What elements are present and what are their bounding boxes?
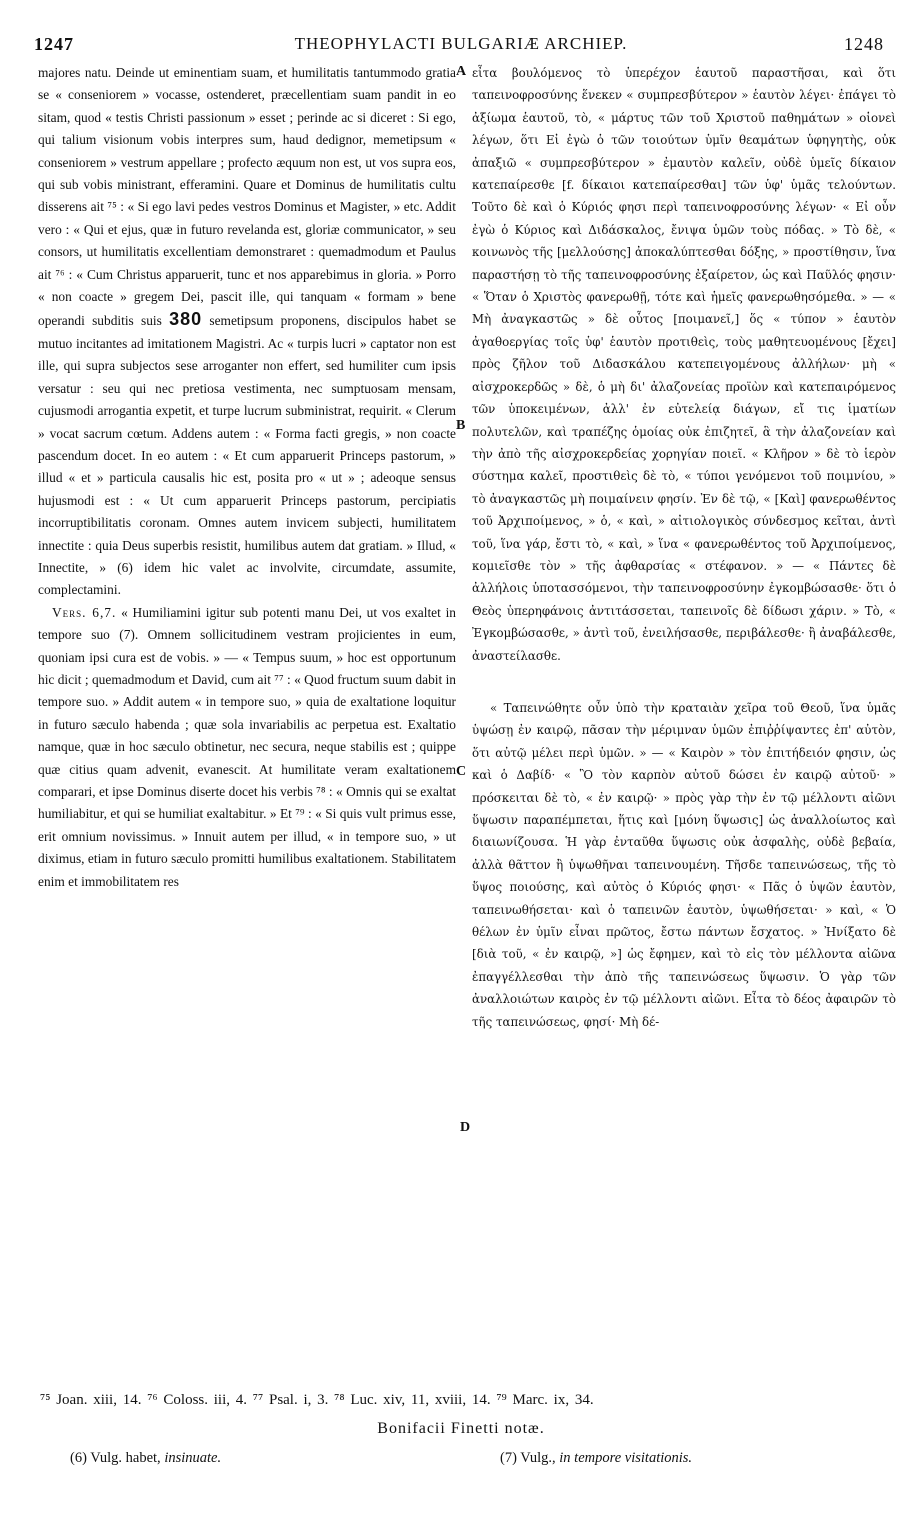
latin-text-1b: semetipsum proponens, discipulos habet se mutuo incitantes ad imitationem Magistri. Ac « turpis lucri » captator non est ille, qui supra subjectos sese arroganter non effert, sed humiliter cum ipsis versatur : seu qui nec pretiosa vestimenta, nec sumptuosam mensam, cujusmodi arrogantia expetit, et turpe lucrum subministrat, requirit. « Clerum » vocat sacrum cœtum. Addens autem : « Forma facti gregis, » non coacte pascendum docet. In eo autem : « Et cum apparuerit Princeps pastorum, » illud « et » particula causalis hic est, posita pro « ut » ; adeoque sensus hujusmodi est : « Ut cum apparuerit Princeps pastorum, percipiatis incorruptibilitatis coronam. Omnes autem invicem subjecti, humilitatem innectite : quia Deus superbis resistit, humilibus autem dat gratiam. » Illud, « Innectite, » (6) idem hic valet ac involvite, circumdate, assumite, complectamini.: [38, 313, 456, 598]
greek-paragraph-1: εἶτα βουλόμενος τὸ ὑπερέχον ἑαυτοῦ παραστῆσαι, καὶ ὅτι ταπεινοφροσύνης ἕνεκεν « συμπρεσβύτερον » ἑαυτὸν λέγει· ἐπάγει τὸ ἀξίωμα ἑαυτοῦ, τὸ, « μάρτυς τῶν τοῦ Χριστοῦ παθημάτων » οἱονεὶ λέγων, ὅτι Εἰ ἐγὼ ὁ τῶν τοιούτων ὑμῖν θεαμάτων ὑφηγητὴς, οὐκ ἀπαξιῶ « συμπρεσβύτερον » ἐμαυτὸν καλεῖν, οὐδὲ ὑμεῖς δίκαιον κατεπαίρεσθε [f. δίκαιοι κατεπαίρεσθαι] τῶν ὑφ' ὑμᾶς τελούντων. Τοῦτο δὲ καὶ ὁ Κύριός φησι περὶ ταπεινοφροσύνης λέγων· « Εἰ οὖν ἐγὼ ὁ Κύριος καὶ Διδάσκαλος, ἔνιψα ὑμῶν τοὺς πόδας. » Τὸ δὲ, « κοινωνὸς τῆς [μελλούσης] ἀποκαλύπτεσθαι δόξης, » προστίθησιν, ἵνα παραστήσῃ τὸ τῆς ταπεινοφροσύνης ἐξαίρετον, ὡς καὶ Παῦλός φησιν· « Ὅταν ὁ Χριστὸς φανερωθῇ, τότε καὶ ἡμεῖς φανερωθησόμεθα. » — « Μὴ ἀναγκαστῶς » δὲ οὗτος [ποιμανεῖ,] ὅς « τύπον » ἑαυτὸν ἀγαθοεργίας τοῖς ὑφ' ἑαυτὸν προτιθεὶς, τοὺς μαθητευομένους [ἔχει] πρὸς ζῆλον τοῦ Διδασκάλου κατεπειγομένους ἀλλήλων· μὴ « αἰσχροκερδῶς » δὲ, ὁ μὴ δι' ἀλαζονείας προϊὼν καὶ κατεπαιρόμενος τῶν ὑποκειμένων, ἀλλ' ἐν εὐτελείᾳ διάγων, εἴ τις ἱματίων πολυτελῶν, καὶ τραπέζης ὁμοίας οὐκ ἐπιζητεῖ, ἃ τὴν ἀλαζονείαν καὶ τὴν ἀπὸ τῆς αἰσχροκερδείας χορηγίαν ποιεῖ. « Κλῆρον » δὲ τὸ ἱερὸν σύστημα καλεῖ, προστιθεὶς δὲ τὸ, « τύποι γενόμενοι τοῦ ποιμνίου, » τὸ ἀναγκαστῶς μὴ ποιμαίνειν φησίν. Ἐν δὲ τῷ, « [Καὶ] φανερωθέντος τοῦ Ἀρχιποίμενος, » ὁ, « καὶ, » αἰτιολογικὸς σύνδεσμος κεῖται, ἀντὶ τοῦ, ἵνα γάρ, ἔστι τὸ, « καὶ, » ἵνα « φανερωθέντος τοῦ Ἀρχιποίμενος, κομιεῖσθε τὸν » τῆς ἀφθαρσίας « στέφανον. » — « Πάντες δὲ ἀλλήλοις ὑποτασσόμενοι, τὴν ταπεινοφροσύνην ἐγκομβώσασθε· ὅτι ὁ Θεὸς ὑπερηφάνοις ἀντιτάσσεται, ταπεινοῖς δὲ δίδωσι χάριν. » Τὸ, « Ἐγκομβώσασθε, » ἀντὶ τοῦ, ἐνειλήσασθε, περιβάλεσθε· ἢ ἀναβάλεσθε, ἀναστείλασθε.: [472, 66, 896, 663]
column-marker-b: B: [456, 418, 466, 433]
column-marker-d: D: [460, 1120, 471, 1135]
note-7-italic: in tempore visitationis.: [559, 1450, 693, 1466]
page-number-left: 1247: [34, 34, 74, 54]
note-7: [500, 1450, 692, 1472]
note-6-italic: insinuate.: [164, 1450, 222, 1466]
verse-label: Vers. 6,7.: [52, 604, 117, 620]
latin-text-2: « Humiliamini igitur sub potenti manu Dei, ut vos exaltet in tempore suo (7). Omnem sollicitudinem vestram projicientes in eum, quoniam ipsi cura est de vobis. » — « Tempus suum, » hoc est opportunum hic dicit ; quemadmodum et David, cum ait ⁷⁷ : « Quod fructum suum dabit in tempore suo. » Addit autem « in tempore suo, » quia de exaltatione loquitur in futuro sæculo habenda ; quæ sola invariabilis ac perpetua est. Exaltatio namque, quæ in hoc sæculo obtinetur, nec secura, neque stabilis est ; quippe quæ citius quam advenit, evanescit. At humilitate veram exaltationem comparari, et ipse Dominus diserte docet his verbis ⁷⁸ : « Omnis qui se exaltat humiliabitur, et qui se humiliat exaltabitur. » Et ⁷⁹ : « Si quis vult primus esse, erit omnium novissimus. » Innuit autem per illud, « in tempore suo, » ut diximus, etiam in futuro sæculo promitti humilibus exaltationem. Stabilitatem enim et immobilitatem res: [38, 604, 456, 889]
note-6-text: (6) Vulg. habet,: [70, 1450, 161, 1466]
note-6: [70, 1450, 221, 1472]
column-marker-c: C: [456, 764, 467, 779]
running-title: THEOPHYLACTI BULGARIÆ ARCHIEP.: [294, 34, 628, 53]
latin-paragraph-1: [38, 62, 456, 602]
latin-column: [38, 62, 456, 1380]
running-header: [28, 32, 894, 60]
note-7-text: (7) Vulg.,: [500, 1450, 556, 1466]
greek-paragraph-2: « Ταπεινώθητε οὖν ὑπὸ τὴν κραταιὰν χεῖρα τοῦ Θεοῦ, ἵνα ὑμᾶς ὑψώσῃ ἐν καιρῷ, πᾶσαν τὴν μέριμναν ὑμῶν ἐπιῤῥίψαντες ἐπ' αὐτὸν, ὅτι αὐτῷ μέλει περὶ ὑμῶν. » — « Καιρὸν » τὸν ἐπιτήδειόν φησιν, ὡς καὶ ὁ Δαβίδ· « Ὃ τὸν καρπὸν αὐτοῦ δώσει ἐν καιρῷ αὐτοῦ· » πρόσκειται δὲ τὸ, « ἐν καιρῷ· » πρὸς γὰρ τὴν ἐν τῷ μέλλοντι αἰῶνι ὕψωσιν παραπέμπεται, ἥτις καὶ [μόνη ὕψωσις] ὡς ἀναλλοίωτος καὶ διαιωνίζουσα. Ἡ γὰρ ἐνταῦθα ὕψωσις οὐκ ἀσφαλὴς, οὐδὲ βεβαία, ἀλλὰ θᾶττον ἢ ὑψωθῆναι ταπεινουμένη. Τῆσδε ταπεινώσεως, τῆς τὸ ὕψος ποιούσης, καὶ αὐτὸς ὁ Κύριός φησι· « Πᾶς ὁ ὑψῶν ἑαυτὸν, ταπεινωθήσεται· καὶ ὁ ταπεινῶν ἑαυτὸν, ὑψωθήσεται· » καὶ, « Ὁ θέλων ἐν ὑμῖν εἶναι πρῶτος, ἔστω πάντων ἔσχατος. » Ἠνίξατο δὲ [διὰ τοῦ, « ἐν καιρῷ, »] ὡς ἔφημεν, καὶ τὸ εἰς τὸν μέλλοντα αἰῶνα ἐπαγγέλλεσθαι τὴν ἀπὸ τῆς ταπεινώσεως ὕψωσιν. Ὁ γὰρ τῶν ἀναλλοιώτων καιρὸς ἐν τῷ μέλλοντι αἰῶνι. Εἶτα τὸ δέος ἀφαιρῶν τὸ τῆς ταπεινώσεως, φησί· Μὴ δέ-: [472, 700, 896, 1029]
greek-column: [472, 62, 896, 1380]
column-marker-a: A: [456, 64, 467, 79]
notes-title: Bonifacii Finetti notæ.: [377, 1420, 545, 1437]
page-number-right: 1248: [844, 34, 884, 54]
scripture-references: ⁷⁵ Joan. xiii, 14. ⁷⁶ Coloss. iii, 4. ⁷⁷ Psal. i, 3. ⁷⁸ Luc. xiv, 11, xviii, 14. ⁷⁹ Marc. ix, 34.: [40, 1392, 594, 1408]
latin-paragraph-2: [38, 602, 456, 893]
column-number: 380: [169, 309, 203, 330]
latin-text-1a: majores natu. Deinde ut eminentiam suam, et humilitatis tantummodo gratia se « conseniorem » vocasse, ostenderet, præcellentiam suam pandit in eo sitam, quod « testis Christi passionum » esset ; perinde ac si diceret : Si ego, qui talium visionum vobis interpres sum, haud dedignor, memetipsum « conseniorem » vestrum appellare ; profecto æquum non est, ut vos supra eos, qui sub vobis ministrant, efferamini. Quare et Dominus de humilitatis cultu disserens ait ⁷⁵ : « Si ego lavi pedes vestros Dominus et Magister, » etc. Addit vero : « Qui et ejus, quæ in futuro revelanda est, gloriæ communicator, » seu consors, ut humilitatis excellentiam demonstraret : quemadmodum et Paulus ait ⁷⁶ : « Cum Christus apparuerit, tunc et nos apparebimus in gloria. » Porro « non coacte » gregem Dei, pascit ille, qui tanquam « formam » bene operandi subditis suis: [38, 65, 456, 329]
